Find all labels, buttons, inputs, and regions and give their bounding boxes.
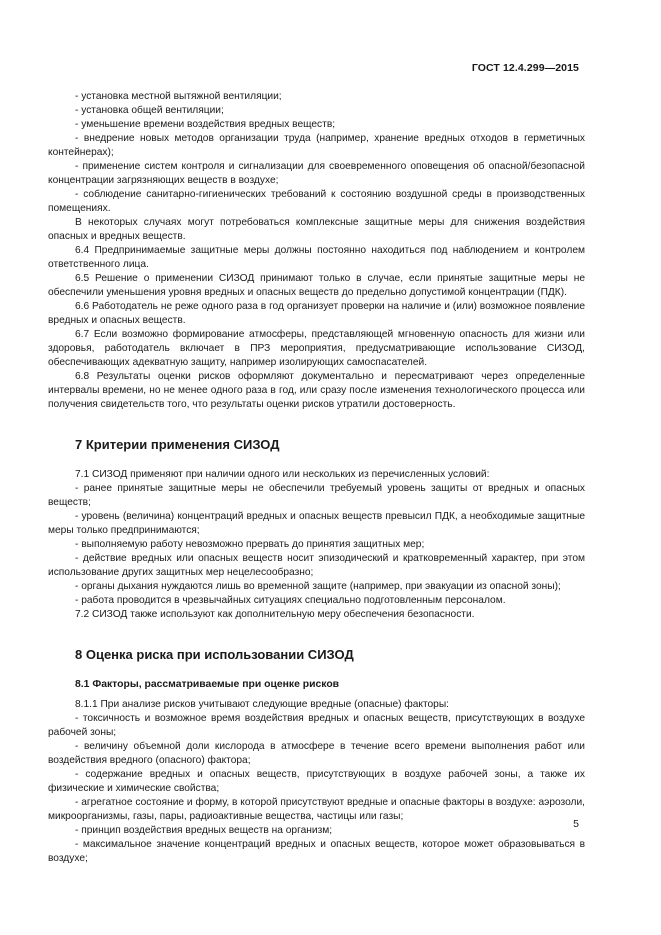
list-item: - выполняемую работу невозможно прервать до принятия защитных мер; bbox=[75, 539, 425, 550]
section-6-continuation bbox=[48, 90, 585, 412]
clause-6-8: 6.8 Результаты оценки рисков оформляют документально и пересматривают через определенные интервалы времени, но не менее одного раза в год, или сразу после изменения технологического процесса или получения свидетельств того, что результаты оценки рисков утратили достоверность. bbox=[48, 371, 585, 410]
list-item: - максимальное значение концентраций вредных и опасных веществ, которое может образовываться в воздухе; bbox=[48, 839, 585, 864]
clause-7-1: 7.1 СИЗОД применяют при наличии одного или нескольких из перечисленных условий: bbox=[75, 469, 490, 480]
clause-6-5: 6.5 Решение о применении СИЗОД принимают только в случае, если принятые защитные меры не обеспечили уменьшения уровня вредных и опасных веществ до предельно допустимой концентрации (ПДК). bbox=[48, 273, 585, 298]
list-item: - агрегатное состояние и форму, в которой присутствуют вредные и опасные факторы в воздухе: аэрозоли, микроорганизмы, газы, пары, радиоактивные вещества, частицы или газы; bbox=[48, 797, 585, 822]
clause-6-7: 6.7 Если возможно формирование атмосферы, представляющей мгновенную опасность для жизни или здоровья, работодатель включает в ПРЗ мероприятия, предусматривающие использование СИЗОД, обеспечивающих адекватную защиту, например изолирующих самоспасателей. bbox=[48, 329, 585, 368]
list-item: - уменьшение времени воздействия вредных веществ; bbox=[75, 119, 336, 130]
list-item: - органы дыхания нуждаются лишь во временной защите (например, при эвакуации из опасной зоны); bbox=[75, 581, 561, 592]
clause-7-2: 7.2 СИЗОД также используют как дополнительную меру обеспечения безопасности. bbox=[75, 609, 475, 620]
list-item: - работа проводится в чрезвычайных ситуациях специально подготовленным персоналом. bbox=[75, 595, 506, 606]
list-item: - принцип воздействия вредных веществ на организм; bbox=[75, 825, 333, 836]
list-item: - уровень (величина) концентраций вредных и опасных веществ превысил ПДК, а необходимые защитные меры только предпринимаются; bbox=[48, 511, 585, 536]
list-item: - установка местной вытяжной вентиляции; bbox=[75, 91, 282, 102]
document-body bbox=[48, 90, 585, 866]
section-7 bbox=[48, 468, 585, 622]
list-item: - применение систем контроля и сигнализации для своевременного оповещения об опасной/безопасной концентрации загрязняющих веществ в воздухе; bbox=[48, 161, 585, 186]
list-item: - установка общей вентиляции; bbox=[75, 105, 224, 116]
list-item: - внедрение новых методов организации труда (например, хранение вредных отходов в герметичных контейнерах); bbox=[48, 133, 585, 158]
list-item: - действие вредных или опасных веществ носит эпизодический и кратковременный характер, при этом использование других защитных мер нецелесообразно; bbox=[48, 553, 585, 578]
clause-8-1-1: 8.1.1 При анализе рисков учитывают следующие вредные (опасные) факторы: bbox=[75, 699, 449, 710]
list-item: - токсичность и возможное время воздействия вредных и опасных веществ, присутствующих в воздухе рабочей зоны; bbox=[48, 713, 585, 738]
clause-6-6: 6.6 Работодатель не реже одного раза в год организует проверки на наличие и (или) возможное появление вредных и опасных веществ. bbox=[48, 301, 585, 326]
clause-6-4: 6.4 Предпринимаемые защитные меры должны постоянно находиться под наблюдением и контролем ответственного лица. bbox=[48, 245, 585, 270]
list-item: - ранее принятые защитные меры не обеспечили требуемый уровень защиты от вредных и опасных веществ; bbox=[48, 483, 585, 508]
section-8-heading: 8 Оценка риска при использовании СИЗОД bbox=[75, 647, 354, 662]
list-item: - величину объемной доли кислорода в атмосфере в течение всего времени выполнения работ или воздействия вредного (опасного) фактора; bbox=[48, 741, 585, 766]
section-8-1-subheading: 8.1 Факторы, рассматриваемые при оценке рисков bbox=[75, 679, 340, 690]
section-8 bbox=[48, 698, 585, 866]
page-number: 5 bbox=[573, 818, 579, 830]
list-item: - содержание вредных и опасных веществ, присутствующих в воздухе рабочей зоны, а также их физические и химические свойства; bbox=[48, 769, 585, 794]
list-item: - соблюдение санитарно-гигиенических требований к состоянию воздушной среды в производственных помещениях. bbox=[48, 189, 585, 214]
section-7-heading: 7 Критерии применения СИЗОД bbox=[75, 437, 280, 452]
paragraph: В некоторых случаях могут потребоваться комплексные защитные меры для снижения воздействия опасных и вредных веществ. bbox=[48, 217, 585, 242]
document-id-header: ГОСТ 12.4.299—2015 bbox=[471, 62, 579, 74]
